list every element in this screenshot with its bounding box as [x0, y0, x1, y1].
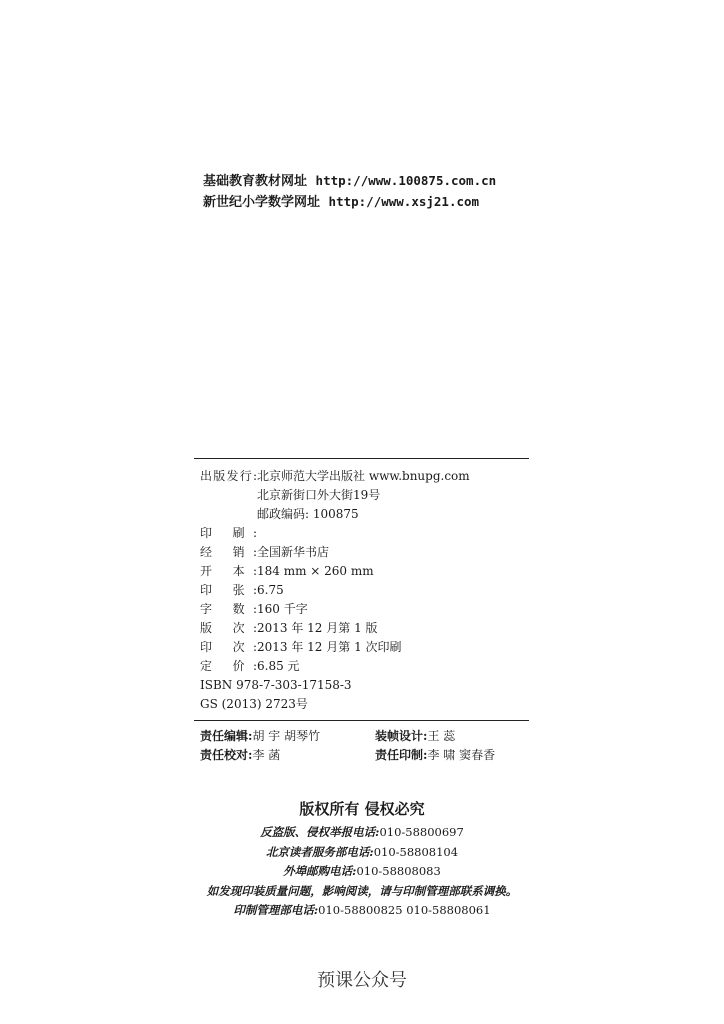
publisher-label: 出版发行:: [200, 469, 257, 483]
contact-label: 印制管理部电话:: [233, 903, 319, 917]
postal-value: 邮政编码: 100875: [257, 507, 359, 521]
gs-row: [200, 695, 530, 714]
contact-label: 反盗版、侵权举报电话:: [260, 825, 380, 839]
copyright-notice: 版权所有 侵权必究: [299, 800, 425, 818]
imprint-value: 160 千字: [257, 602, 308, 616]
imprint-row: [200, 524, 530, 543]
contact-row: [0, 843, 724, 863]
contact-row: [0, 901, 724, 921]
imprint-label: 印 刷:: [200, 526, 257, 540]
contact-label: 如发现印装质量问题，影响阅读，请与印制管理部联系调换。: [206, 883, 518, 898]
imprint-value: 184 mm × 260 mm: [257, 564, 374, 578]
imprint-label: 印 次:: [200, 640, 257, 654]
imprint-label: 字 数:: [200, 602, 257, 616]
contact-row: [0, 823, 724, 843]
proof-value: 李 菡: [252, 748, 281, 762]
contact-label: 北京读者服务部电话:: [265, 844, 374, 859]
contact-value: 010-58808104: [373, 844, 459, 859]
proof-label: 责任校对:: [200, 748, 253, 762]
imprint-value: 全国新华书店: [257, 545, 330, 559]
website-label: 基础教育教材网址: [203, 174, 308, 189]
website-label: 新世纪小学数学网址: [203, 195, 321, 210]
contact-row: [0, 882, 724, 902]
divider-top: [194, 458, 529, 459]
imprint-label: 定 价:: [200, 659, 257, 673]
proof-cell: [200, 746, 375, 765]
contact-row: [0, 862, 724, 882]
imprint-value: 6.85 元: [257, 659, 300, 673]
publisher-row: [200, 467, 530, 486]
editor-value: 胡 宇 胡琴竹: [252, 729, 321, 743]
design-label: 装帧设计:: [375, 729, 428, 743]
imprint-label: 开 本:: [200, 564, 257, 578]
divider-middle: [194, 720, 529, 721]
editor-label: 责任编辑:: [200, 729, 253, 743]
print-value: 李 啸 窦春香: [427, 748, 496, 762]
website-list: [203, 171, 496, 213]
contact-value: 010-58800825 010-58808061: [318, 903, 491, 917]
imprint-row: [200, 619, 530, 638]
editor-cell: [200, 727, 375, 746]
publisher-value: 北京师范大学出版社 www.bnupg.com: [257, 469, 470, 483]
website-url[interactable]: http://www.100875.com.cn: [315, 173, 497, 188]
address-value: 北京新街口外大街19号: [257, 488, 381, 502]
imprint-block: [200, 467, 530, 714]
postal-row: [200, 505, 530, 524]
address-row: [200, 486, 530, 505]
imprint-row: [200, 562, 530, 581]
imprint-value: 2013 年 12 月第 1 版: [257, 621, 378, 635]
design-cell: [375, 727, 455, 746]
imprint-value: 2013 年 12 月第 1 次印刷: [257, 640, 402, 654]
contact-value: 010-58800697: [379, 825, 464, 839]
imprint-value: 6.75: [257, 583, 284, 597]
design-value: 王 蕊: [427, 729, 456, 743]
isbn-value: ISBN 978-7-303-17158-3: [200, 678, 352, 692]
print-cell: [375, 746, 495, 765]
imprint-label: 版 次:: [200, 621, 257, 635]
imprint-row: [200, 638, 530, 657]
footer-watermark: 预课公众号: [317, 970, 407, 991]
contact-list: [0, 823, 724, 921]
website-row: [203, 192, 496, 213]
imprint-row: [200, 600, 530, 619]
imprint-row: [200, 543, 530, 562]
isbn-row: [200, 676, 530, 695]
imprint-label: 印 张:: [200, 583, 257, 597]
editors-block: [200, 727, 530, 765]
contact-value: 010-58808083: [356, 864, 441, 878]
contact-label: 外埠邮购电话:: [283, 864, 357, 878]
imprint-label: 经 销:: [200, 545, 257, 559]
website-url[interactable]: http://www.xsj21.com: [328, 194, 480, 209]
imprint-row: [200, 581, 530, 600]
print-label: 责任印制:: [375, 748, 428, 762]
imprint-row: [200, 657, 530, 676]
gs-value: GS (2013) 2723号: [200, 697, 308, 711]
website-row: [203, 171, 496, 192]
editors-row: [200, 727, 530, 746]
editors-row: [200, 746, 530, 765]
